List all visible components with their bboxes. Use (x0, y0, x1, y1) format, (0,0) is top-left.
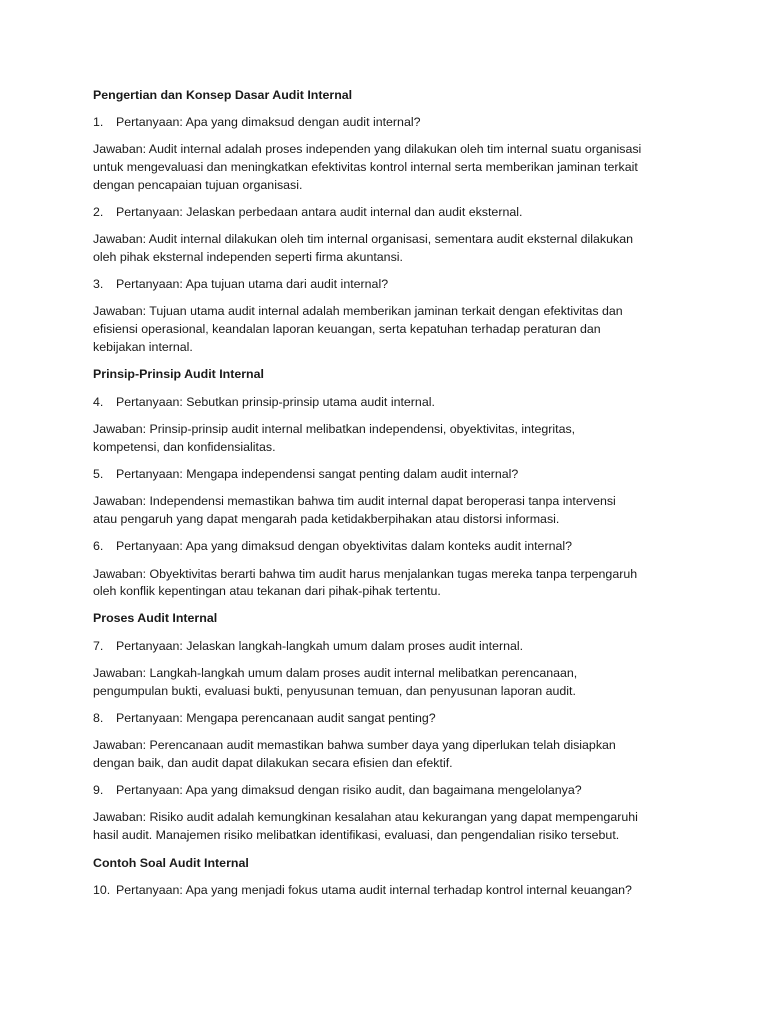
answer-line: atau pengaruh yang dapat mengarah pada ketidakberpihakan atau distorsi informasi. (93, 512, 560, 526)
answer-line: hasil audit. Manajemen risiko melibatkan identifikasi, evaluasi, dan pengendalian risiko tersebut. (93, 828, 620, 842)
question-text: Pertanyaan: Jelaskan langkah-langkah umum dalam proses audit internal. (116, 639, 524, 653)
question-item (93, 638, 523, 656)
question-text: Pertanyaan: Sebutkan prinsip-prinsip utama audit internal. (116, 395, 435, 409)
question-text: Pertanyaan: Apa yang dimaksud dengan risiko audit, dan bagaimana mengelolanya? (116, 783, 582, 797)
answer-line: Jawaban: Obyektivitas berarti bahwa tim audit harus menjalankan tugas mereka tanpa terpengaruh (93, 567, 638, 581)
answer-line: dengan baik, dan audit dapat dilakukan secara efisien dan efektif. (93, 756, 453, 770)
question-text: Pertanyaan: Apa yang menjadi fokus utama audit internal terhadap kontrol internal keuangan? (116, 883, 632, 897)
answer-line: dengan pencapaian tujuan organisasi. (93, 178, 303, 192)
answer-line: Jawaban: Independensi memastikan bahwa tim audit internal dapat beroperasi tanpa intervensi (93, 494, 616, 508)
question-number: 3. (93, 277, 104, 291)
question-number: 6. (93, 539, 104, 553)
answer-line: Jawaban: Audit internal dilakukan oleh tim internal organisasi, sementara audit eksternal dilakukan (93, 232, 633, 246)
question-number: 4. (93, 395, 104, 409)
question-item (93, 710, 436, 728)
answer-line: untuk mengevaluasi dan meningkatkan efektivitas kontrol internal serta memberikan jaminan terkait (93, 160, 638, 174)
answer-line: kompetensi, dan konfidensialitas. (93, 440, 276, 454)
question-number: 10. (93, 883, 111, 897)
answer-line: kebijakan internal. (93, 340, 193, 354)
question-item (93, 782, 582, 800)
section-heading: Proses Audit Internal (93, 611, 218, 625)
answer-line: oleh konflik kepentingan atau tekanan dari pihak-pihak tertentu. (93, 584, 441, 598)
answer-line: Jawaban: Tujuan utama audit internal adalah memberikan jaminan terkait dengan efektivitas dan (93, 304, 623, 318)
question-text: Pertanyaan: Apa yang dimaksud dengan obyektivitas dalam konteks audit internal? (116, 539, 572, 553)
question-number: 1. (93, 115, 104, 129)
question-text: Pertanyaan: Mengapa independensi sangat penting dalam audit internal? (116, 467, 519, 481)
question-number: 2. (93, 205, 104, 219)
question-text: Pertanyaan: Mengapa perencanaan audit sangat penting? (116, 711, 436, 725)
answer-line: Jawaban: Risiko audit adalah kemungkinan kesalahan atau kekurangan yang dapat mempengaruhi (93, 810, 638, 824)
question-number: 5. (93, 467, 104, 481)
question-text: Pertanyaan: Apa yang dimaksud dengan audit internal? (116, 115, 421, 129)
answer-line: oleh pihak eksternal independen seperti firma akuntansi. (93, 250, 403, 264)
answer-line: Jawaban: Perencanaan audit memastikan bahwa sumber daya yang diperlukan telah disiapkan (93, 738, 616, 752)
answer-line: efisiensi operasional, keandalan laporan keuangan, serta kepatuhan terhadap peraturan dan (93, 322, 601, 336)
question-number: 9. (93, 783, 104, 797)
question-item (93, 114, 420, 132)
answer-line: Jawaban: Prinsip-prinsip audit internal melibatkan independensi, obyektivitas, integritas, (93, 422, 576, 436)
question-item (93, 538, 572, 556)
section-heading: Prinsip-Prinsip Audit Internal (93, 367, 264, 381)
question-number: 7. (93, 639, 104, 653)
question-text: Pertanyaan: Apa tujuan utama dari audit internal? (116, 277, 389, 291)
answer-line: pengumpulan bukti, evaluasi bukti, penyusunan temuan, dan penyusunan laporan audit. (93, 684, 576, 698)
question-item (93, 276, 388, 294)
section-heading: Pengertian dan Konsep Dasar Audit Internal (93, 88, 353, 102)
question-item (93, 882, 632, 900)
question-number: 8. (93, 711, 104, 725)
question-text: Pertanyaan: Jelaskan perbedaan antara audit internal dan audit eksternal. (116, 205, 523, 219)
answer-line: Jawaban: Audit internal adalah proses independen yang dilakukan oleh tim internal suatu organisasi (93, 142, 642, 156)
question-item (93, 394, 435, 412)
question-item (93, 466, 518, 484)
question-item (93, 204, 522, 222)
section-heading: Contoh Soal Audit Internal (93, 856, 249, 870)
answer-line: Jawaban: Langkah-langkah umum dalam proses audit internal melibatkan perencanaan, (93, 666, 578, 680)
